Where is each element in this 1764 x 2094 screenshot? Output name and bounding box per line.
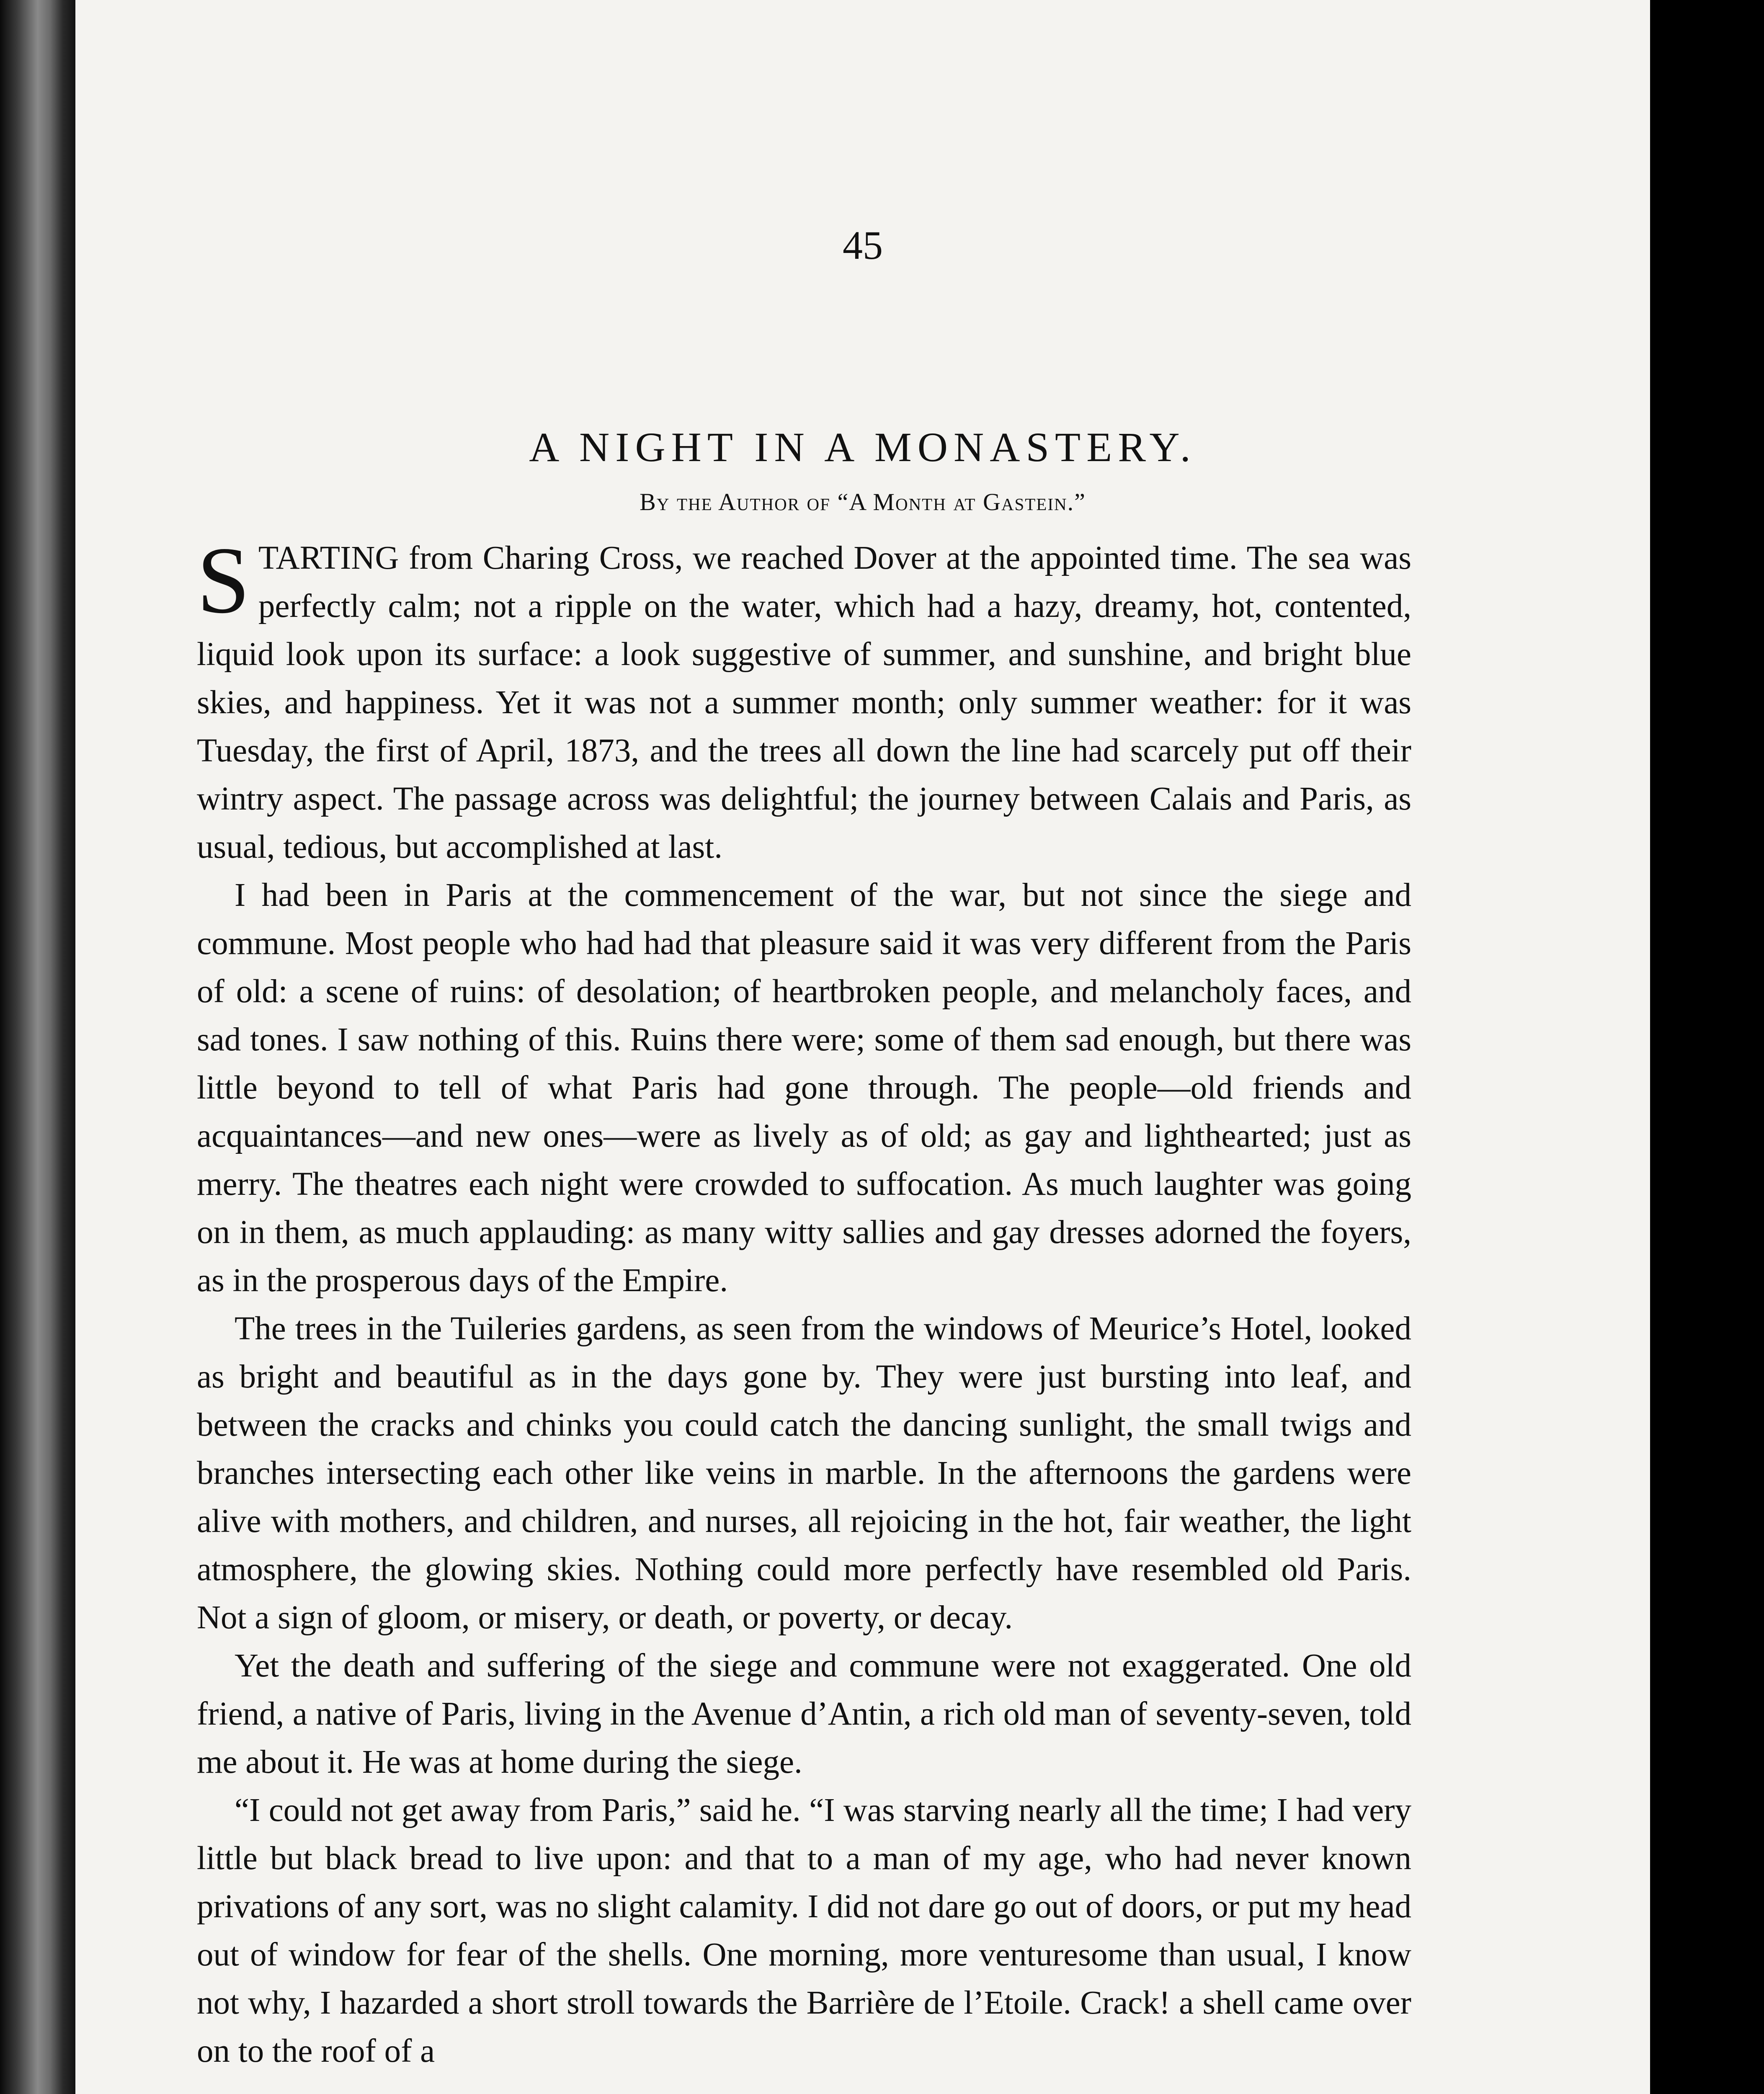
article-byline — [75, 488, 1650, 516]
paragraph-3: The trees in the Tuileries gardens, as seen from the windows of Meurice’s Hotel, looked as bright and beautiful as in the days gone by. They were just bursting into leaf, and between the cracks and chinks you could catch the dancing sunlight, the small twigs and branches intersecting each other like veins in marble. In the afternoons the gardens were alive with mothers, and children, and nurses, all rejoicing in the hot, fair weather, the light atmosphere, the glowing skies. Nothing could more perfectly have resembled old Paris. Not a sign of gloom, or misery, or death, or poverty, or decay. — [197, 1310, 1411, 1636]
page-number: 45 — [843, 223, 883, 268]
byline-text: By the Author of “A Month at Gastein.” — [640, 488, 1086, 516]
article-title: A NIGHT IN A MONASTERY. — [529, 424, 1197, 470]
paragraph-1-text: TARTING from Charing Cross, we reached Dover at the appointed time. The sea was perfectly calm; not a ripple on the water, which had a hazy, dreamy, hot, contented, liquid look upon its surface: a look suggestive of summer, and sunshine, and bright blue skies, and happiness. Yet it was not a summer month; only summer weather: for it was Tuesday, the first of April, 1873, and the trees all down the line had scarcely put off their wintry aspect. The passage across was delightful; the journey between Calais and Paris, as usual, tedious, but accomplished at last. — [197, 540, 1411, 865]
book-gutter — [0, 0, 75, 2094]
drop-cap: S — [197, 528, 250, 633]
scan-border — [1650, 0, 1764, 2094]
article-body — [197, 528, 1411, 2075]
book-page — [75, 0, 1650, 2094]
paragraph-2: I had been in Paris at the commencement of the war, but not since the siege and commune. Most people who had had that pleasure said it was very different from the Paris of old: a scene of ruins: of desolation; of heartbroken people, and melancholy faces, and sad tones. I saw nothing of this. Ruins there were; some of them sad enough, but there was little beyond to tell of what Paris had gone through. The people—old friends and acquaintances—and new ones—were as lively as of old; as gay and lighthearted; just as merry. The theatres each night were crowded to suffocation. As much laughter was going on in them, as much applauding: as many witty sallies and gay dresses adorned the foyers, as in the prosperous days of the Empire. — [197, 877, 1411, 1299]
paragraph-5: “I could not get away from Paris,” said he. “I was starving nearly all the time; I had very little but black bread to live upon: and that to a man of my age, who had never known privations of any sort, was no slight calamity. I did not dare go out of doors, or put my head out of window for fear of the shells. One morning, more venturesome than usual, I know not why, I hazarded a short stroll towards the Barrière de l’Etoile. Crack! a shell came over on to the roof of a — [197, 1792, 1411, 2069]
paragraph-1 — [197, 528, 1411, 871]
paragraph-4: Yet the death and suffering of the siege and commune were not exaggerated. One old friend, a native of Paris, living in the Avenue d’Antin, a rich old man of seventy-seven, told me about it. He was at home during the siege. — [197, 1648, 1411, 1780]
